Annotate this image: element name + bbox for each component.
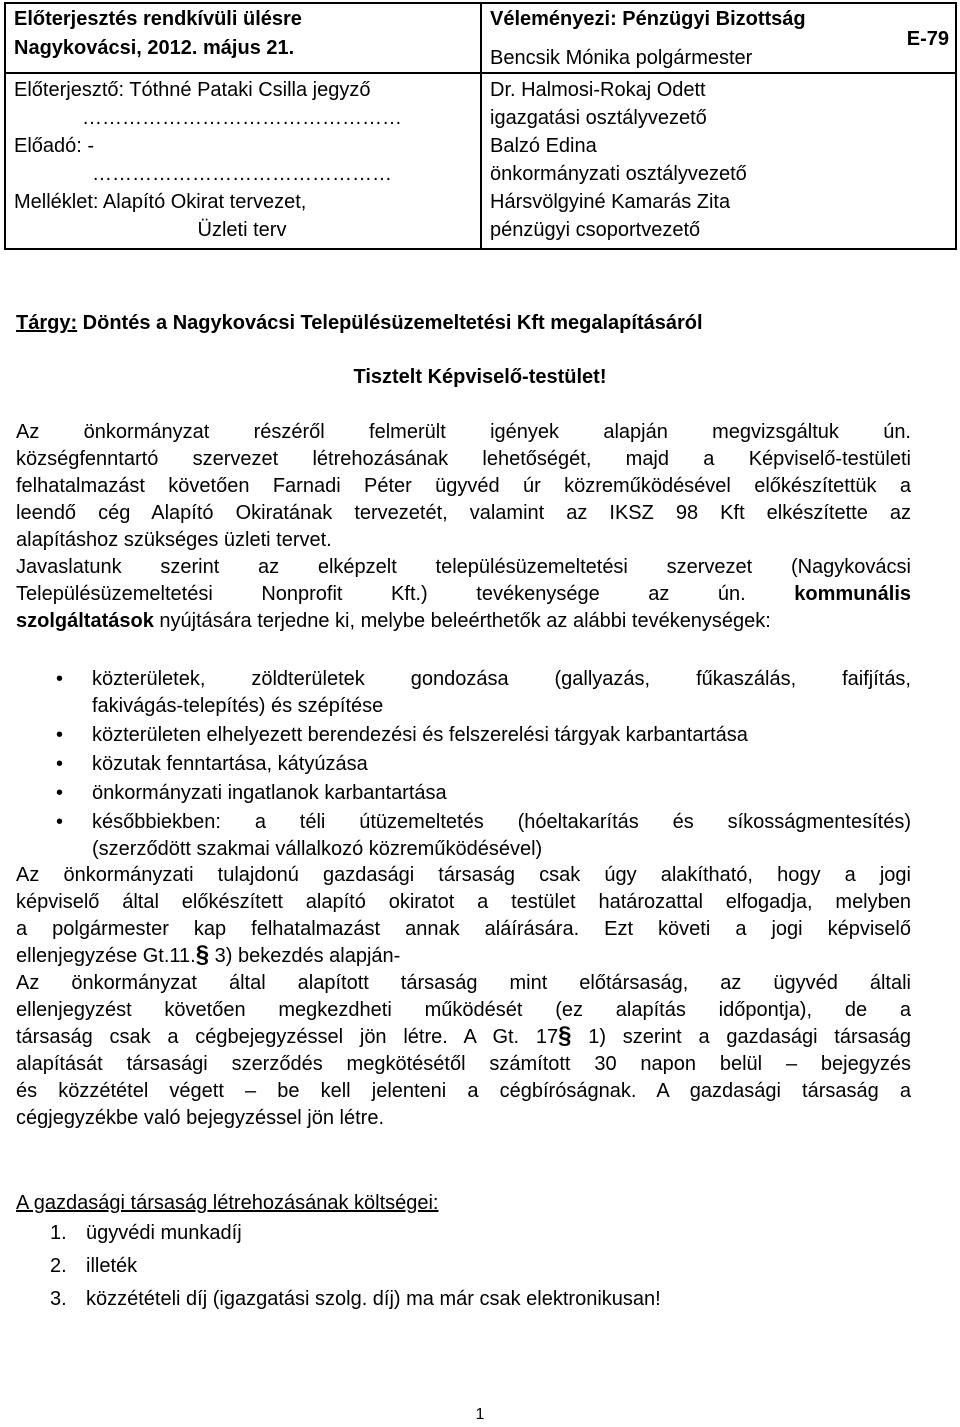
meeting-type: Előterjesztés rendkívüli ülésre: [14, 8, 302, 30]
mayor: Bencsik Mónika polgármester: [490, 47, 753, 69]
bullet-icon: •: [56, 724, 64, 746]
staff-name: Balzó Edina: [490, 135, 597, 157]
subject-label: Tárgy:: [16, 312, 78, 334]
text-line: [16, 608, 911, 635]
item-text: ügyvédi munkadíj: [86, 1222, 242, 1244]
header-left-top: [5, 3, 481, 73]
document-code: E-79: [906, 28, 949, 50]
salutation: Tisztelt Képviselő-testület!: [353, 366, 607, 388]
text-span: nyújtására terjedne ki, melybe beleérthetők az alábbi tevékenységek:: [153, 610, 771, 632]
list-item: [16, 809, 911, 863]
text-line: a polgármester kap felhatalmazást annak aláírására. Ezt követi a jogi képviselő: [16, 918, 911, 940]
text-line: közterületen elhelyezett berendezési és felszerelési tárgyak karbantartása: [92, 724, 748, 746]
list-item: [16, 751, 911, 778]
text-line: későbbiekben: a téli útüzemeltetés (hóeltakarítás és síkosságmentesítés): [92, 811, 911, 833]
text-line: alapításhoz szükséges üzleti tervet.: [16, 529, 332, 551]
bullet-icon: •: [56, 668, 64, 690]
paragraph-intro: [16, 419, 911, 635]
text-line: közutak fenntartása, kátyúzása: [92, 753, 368, 775]
speaker: Előadó: -: [14, 135, 95, 157]
text-span: Településüzemeltetési Nonprofit Kft.) tevékenysége az ún.: [16, 583, 746, 605]
dotted-line: ………………………………………: [92, 163, 392, 185]
text-line: ellenjegyzést követően megkezdheti működését (ez alapítás időpontja), de a: [16, 999, 911, 1021]
item-number: 2.: [50, 1255, 67, 1277]
text-span: 3) bekezdés alapján-: [209, 945, 401, 967]
costs-list: [16, 1217, 661, 1316]
header-right-top: [481, 3, 956, 73]
bold-text: kommunális: [794, 583, 911, 605]
item-text: közzétételi díj (igazgatási szolg. díj) ma már csak elektronikusan!: [86, 1288, 661, 1310]
attachment: Melléklet: Alapító Okirat tervezet,: [14, 191, 307, 213]
item-text: illeték: [86, 1255, 138, 1277]
header-table: [4, 2, 957, 250]
section-sign: §: [195, 941, 210, 968]
section-sign: §: [558, 1022, 572, 1049]
meeting-date: Nagykovácsi, 2012. május 21.: [14, 37, 295, 59]
costs-section: [16, 1190, 911, 1217]
staff-title: igazgatási osztályvezető: [490, 107, 707, 129]
presenter: Előterjesztő: Tóthné Pataki Csilla jegyző: [14, 79, 371, 101]
list-item: [16, 1250, 661, 1283]
item-number: 1.: [50, 1222, 67, 1244]
list-item: [16, 666, 911, 720]
text-span: ellenjegyzése Gt.11.: [16, 945, 196, 967]
text-line: leendő cég Alapító Okiratának tervezetét, valamint az IKSZ 98 Kft elkészítette az: [16, 502, 911, 524]
bold-text: szolgáltatások: [16, 610, 154, 632]
text-line: és közzététel végett – be kell jelenteni a cégbíróságnak. A gazdasági társaság a: [16, 1080, 911, 1102]
bullet-icon: •: [56, 782, 64, 804]
staff-name: Dr. Halmosi-Rokaj Odett: [490, 79, 706, 101]
text-line: fakivágás-telepítés) és szépítése: [92, 695, 384, 717]
text-line: [16, 581, 911, 608]
dotted-line: …………………………………………: [82, 107, 402, 129]
activity-list: [16, 666, 911, 865]
reviewer: Véleményezi: Pénzügyi Bizottság: [490, 8, 806, 30]
item-number: 3.: [50, 1288, 67, 1310]
text-line: Az önkormányzat által alapított társaság mint előtársaság, az ügyvéd általi: [16, 972, 911, 994]
staff-title: pénzügyi csoportvezető: [490, 219, 701, 241]
text-line: (szerződött szakmai vállalkozó közreműködésével): [92, 838, 543, 860]
text-line: községfenntartó szervezet létrehozásának lehetőségét, majd a Képviselő-testületi: [16, 448, 911, 470]
list-item: [16, 780, 911, 807]
text-line: önkormányzati ingatlanok karbantartása: [92, 782, 447, 804]
text-line: közterületek, zöldterületek gondozása (gallyazás, fűkaszálás, faifjítás,: [92, 668, 911, 690]
bullet-icon: •: [56, 811, 64, 833]
staff-name: Hársvölgyiné Kamarás Zita: [490, 191, 731, 213]
text-line: cégjegyzékbe való bejegyzéssel jön létre.: [16, 1107, 384, 1129]
page-number: 1: [475, 1406, 485, 1423]
text-line: felhatalmazást követően Farnadi Péter ügyvéd úr közreműködésével előkészítettük a: [16, 475, 911, 497]
text-span: társaság csak a cégbejegyzéssel jön létre. A Gt. 17: [16, 1026, 559, 1048]
text-line: Az önkormányzati tulajdonú gazdasági társaság csak úgy alakítható, hogy a jogi: [16, 864, 911, 886]
text-line: képviselő által előkészített alapító okiratot a testület határozattal elfogadja, melyben: [16, 891, 911, 913]
paragraph-legal: [16, 862, 911, 1132]
list-item: [16, 1217, 661, 1250]
list-item: [16, 1283, 661, 1316]
list-item: [16, 722, 911, 749]
subject-text: Döntés a Nagykovácsi Településüzemeltetési Kft megalapításáról: [77, 312, 703, 334]
header-left-bottom: [5, 73, 481, 249]
text-line: [16, 1024, 911, 1051]
header-right-bottom: [481, 73, 956, 249]
text-line: [16, 943, 911, 970]
text-span: 1) szerint a gazdasági társaság: [571, 1026, 911, 1048]
costs-title: A gazdasági társaság létrehozásának költségei:: [16, 1192, 439, 1214]
subject: [16, 312, 703, 335]
text-line: alapítását társasági szerződés megkötésétől számított 30 napon belül – bejegyzés: [16, 1053, 911, 1075]
attachment-2: Üzleti terv: [197, 219, 287, 241]
text-line: Javaslatunk szerint az elképzelt településüzemeltetési szervezet (Nagykovácsi: [16, 556, 911, 578]
bullet-icon: •: [56, 753, 64, 775]
text-line: Az önkormányzat részéről felmerült igények alapján megvizsgáltuk ún.: [16, 421, 911, 443]
staff-title: önkormányzati osztályvezető: [490, 163, 747, 185]
